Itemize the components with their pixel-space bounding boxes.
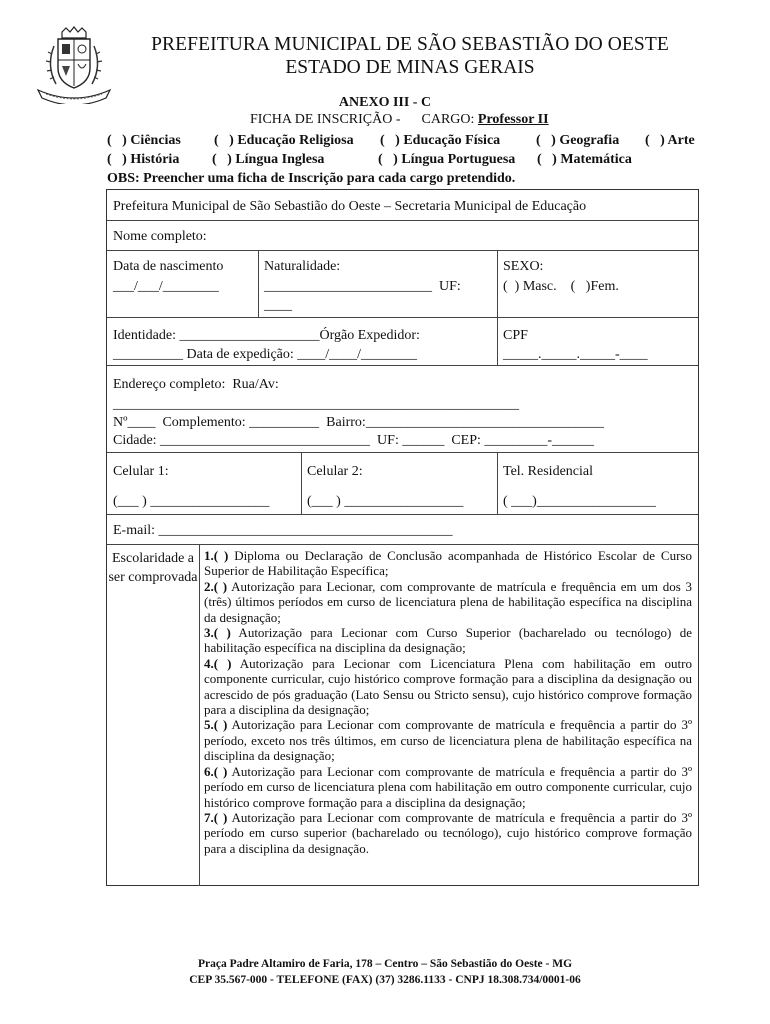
cpf-label: CPF — [503, 328, 528, 343]
escolaridade-item-3[interactable]: 3.( ) Autorização para Lecionar com Curso Superior (bacharelado ou tecnólogo) de habilitação específica na disciplina da designação; — [204, 625, 692, 656]
obs-note: OBS: Preencher uma ficha de Inscrição para cada cargo pretendido. — [107, 171, 516, 186]
naturalidade-label: Naturalidade: — [264, 259, 341, 274]
endereco-field[interactable]: __________________________________________________________ — [113, 397, 519, 412]
ficha-line — [250, 112, 549, 128]
footer-contact: CEP 35.567-000 - TELEFONE (FAX) (37) 3286.1133 - CNPJ 18.308.734/0001-06 — [189, 974, 581, 986]
annex-title: ANEXO III - C — [338, 95, 432, 110]
celular2-field[interactable]: (___ ) _________________ — [307, 494, 464, 509]
header-title: PREFEITURA MUNICIPAL DE SÃO SEBASTIÃO DO OESTE — [151, 34, 669, 55]
escolaridade-item-2[interactable]: 2.( ) Autorização para Lecionar, com comprovante de matrícula e frequência em um dos 3 (três) últimos períodos em curso de licenciatura plena de habilitação específica na disciplina da designação; — [204, 578, 692, 625]
escolaridade-item-1[interactable]: 1.( ) Diploma ou Declaração de Conclusão acompanhada de Histórico Escolar de Curso Superior de Habilitação Específica; — [204, 548, 692, 579]
escolaridade-item-4[interactable]: 4.( ) Autorização para Lecionar com Licenciatura Plena com habilitação em outro componente curricular, cujo histórico comprove formação para a disciplina da designação ou acrescido de pós graduação (Lato Sensu ou Stricto sensu), cujo histórico comprove formação para a disciplina da designação; — [204, 655, 692, 718]
naturalidade-field[interactable]: ________________________ UF: — [264, 279, 461, 294]
sexo-label: SEXO: — [503, 259, 544, 274]
option-ciencias[interactable]: ( ) Ciências — [107, 133, 181, 148]
cpf-field[interactable]: _____._____._____-____ — [503, 347, 648, 362]
registration-form — [106, 189, 699, 886]
sexo-options[interactable]: ( ) Masc. ( )Fem. — [503, 279, 619, 294]
escolaridade-options — [204, 548, 692, 856]
option-geografia[interactable]: ( ) Geografia — [536, 133, 620, 148]
option-matematica[interactable]: ( ) Matemática — [537, 152, 632, 167]
identidade-field[interactable]: Identidade: ____________________Órgão Expedidor: — [113, 328, 420, 343]
nome-completo-field[interactable]: Nome completo: — [113, 229, 207, 244]
cargo-value: Professor II — [477, 112, 549, 127]
numero-bairro-field[interactable]: Nº____ Complemento: __________ Bairro:__________________________________ — [113, 415, 604, 430]
email-field[interactable]: E-mail: __________________________________________ — [113, 523, 453, 538]
escolaridade-item-7[interactable]: 7.( ) Autorização para Lecionar com comprovante de matrícula e frequência a partir do 3º período em curso superior (bacharelado ou tecnólogo), cujo histórico comprove formação para a disciplina da designação. — [204, 809, 692, 856]
tel-residencial-field[interactable]: ( ___)_________________ — [503, 494, 656, 509]
option-educacao-religiosa[interactable]: ( ) Educação Religiosa — [214, 133, 354, 148]
uf-field[interactable]: ____ — [264, 298, 292, 313]
option-historia[interactable]: ( ) História — [107, 152, 180, 167]
data-expedicao-field[interactable]: __________ Data de expedição: ____/____/________ — [113, 347, 418, 362]
endereco-label: Endereço completo: Rua/Av: — [113, 377, 279, 392]
cidade-cep-field[interactable]: Cidade: ______________________________ UF: ______ CEP: _________-______ — [113, 433, 595, 448]
footer-address: Praça Padre Altamiro de Faria, 178 – Centro – São Sebastião do Oeste - MG — [197, 958, 573, 970]
header-subtitle: ESTADO DE MINAS GERAIS — [285, 57, 535, 78]
option-educacao-fisica[interactable]: ( ) Educação Física — [380, 133, 501, 148]
option-lingua-inglesa[interactable]: ( ) Língua Inglesa — [212, 152, 325, 167]
nascimento-field[interactable]: ___/___/________ — [113, 279, 219, 294]
option-arte[interactable]: ( ) Arte — [645, 133, 695, 148]
form-header: Prefeitura Municipal de São Sebastião do Oeste – Secretaria Municipal de Educação — [113, 199, 587, 214]
celular1-field[interactable]: (___ ) _________________ — [113, 494, 270, 509]
escolaridade-item-6[interactable]: 6.( ) Autorização para Lecionar com comprovante de matrícula e frequência a partir do 3º período em curso de licenciatura plena com habilitação em outro componente curricular, cujo histórico comprove formação para a disciplina da designação; — [204, 763, 692, 810]
tel-residencial-label: Tel. Residencial — [503, 464, 593, 479]
escolaridade-label: Escolaridade a ser comprovada — [108, 551, 198, 585]
celular2-label: Celular 2: — [307, 464, 363, 479]
celular1-label: Celular 1: — [113, 464, 169, 479]
ficha-label: FICHA DE INSCRIÇÃO - CARGO: — [250, 112, 478, 127]
nascimento-label: Data de nascimento — [113, 259, 224, 274]
option-lingua-portuguesa[interactable]: ( ) Língua Portuguesa — [378, 152, 516, 167]
escolaridade-item-5[interactable]: 5.( ) Autorização para Lecionar com comprovante de matrícula e frequência a partir do 3º período, exceto nos três últimos, em curso de licenciatura plena de habilitação específica na disciplina da designação; — [204, 717, 692, 764]
